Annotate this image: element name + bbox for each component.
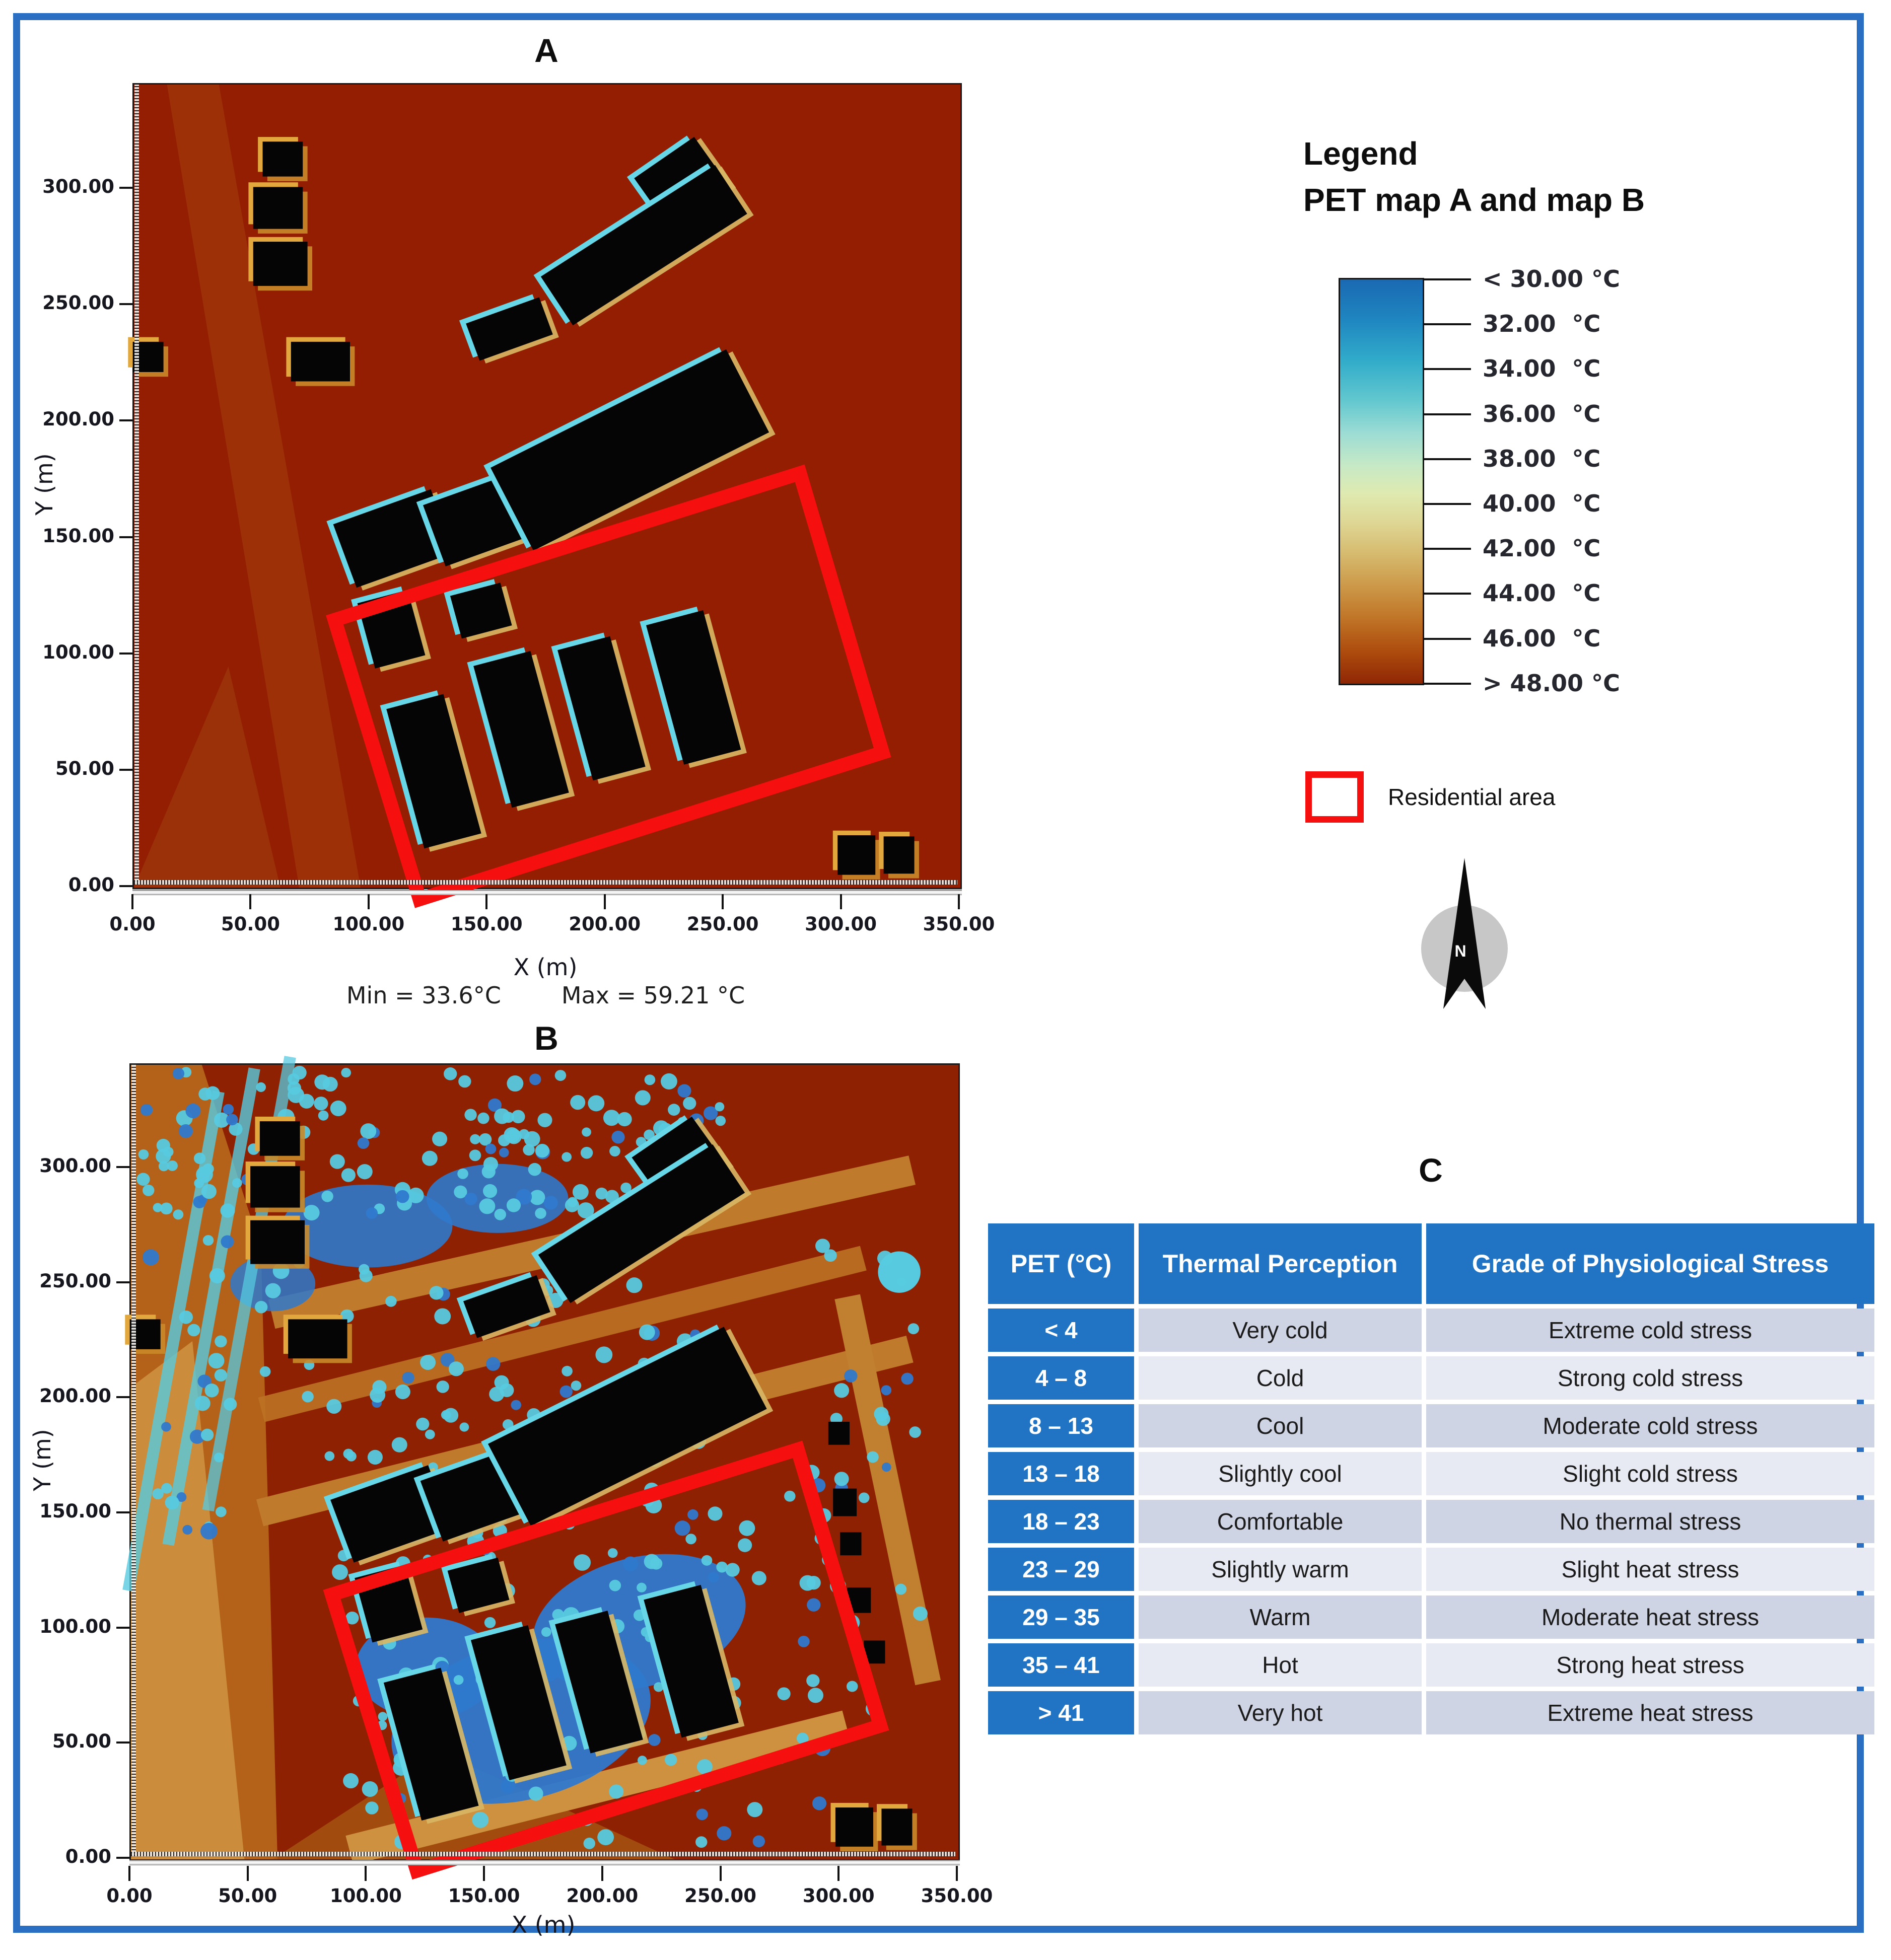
x-tick-mark <box>958 894 960 909</box>
y-tick-label: 250.00 <box>42 292 114 314</box>
x-tick-label: 250.00 <box>686 913 759 935</box>
thermal-perception-cell: Slightly warm <box>1139 1548 1422 1591</box>
pet-range-cell: 18 – 23 <box>988 1500 1134 1543</box>
building-footprint <box>877 1804 917 1850</box>
building-footprint <box>248 182 307 234</box>
y-tick-mark <box>116 1166 129 1168</box>
x-tick-mark <box>131 894 133 909</box>
y-tick-mark <box>116 1857 129 1859</box>
table-header-cell: PET (°C) <box>988 1223 1134 1304</box>
colorbar-tick-mark <box>1423 503 1471 505</box>
x-tick-mark <box>720 1866 722 1881</box>
physiological-stress-cell: Extreme cold stress <box>1426 1309 1874 1352</box>
colorbar-tick-mark <box>1423 458 1471 460</box>
colorbar-tick-label: > 48.00 °C <box>1483 669 1620 697</box>
colorbar-tick-label: 44.00 °C <box>1483 579 1601 607</box>
colorbar-tick-mark <box>1423 368 1471 370</box>
pet-range-cell: > 41 <box>988 1691 1134 1734</box>
colorbar-tick-label: 36.00 °C <box>1483 400 1601 427</box>
y-tick-mark <box>119 303 132 305</box>
x-tick-label: 150.00 <box>450 913 523 935</box>
pet-range-cell: 8 – 13 <box>988 1404 1134 1447</box>
pet-range-cell: < 4 <box>988 1309 1134 1352</box>
colorbar-tick-mark <box>1423 548 1471 550</box>
y-tick-mark <box>119 536 132 538</box>
building-footprint <box>833 831 880 880</box>
physiological-stress-cell: Moderate heat stress <box>1426 1595 1874 1639</box>
y-tick-mark <box>116 1511 129 1513</box>
x-tick-label: 350.00 <box>921 1885 993 1907</box>
map-a-min-value: Min = 33.6°C <box>346 982 501 1009</box>
pet-range-cell: 23 – 29 <box>988 1548 1134 1591</box>
physiological-stress-cell: Extreme heat stress <box>1426 1691 1874 1734</box>
colorbar-tick-mark <box>1423 683 1471 685</box>
y-tick-label: 150.00 <box>42 525 114 547</box>
colorbar-tick-label: 38.00 °C <box>1483 445 1601 472</box>
map-b-axis-bar <box>129 1860 960 1865</box>
y-tick-mark <box>116 1627 129 1629</box>
y-tick-label: 150.00 <box>39 1500 111 1522</box>
colorbar-tick-label: 42.00 °C <box>1483 535 1601 562</box>
y-tick-label: 50.00 <box>52 1730 111 1753</box>
pet-range-cell: 29 – 35 <box>988 1595 1134 1639</box>
building-footprint <box>879 832 919 878</box>
map-a-max-value: Max = 59.21 °C <box>561 982 745 1009</box>
building-footprint <box>248 237 312 291</box>
map-a-axis-bar <box>132 890 962 895</box>
north-arrow-n-label: N <box>1454 942 1466 960</box>
x-tick-label: 100.00 <box>330 1885 402 1907</box>
map-b-minor-ticks-x <box>131 1852 955 1856</box>
map-a-title: A <box>534 32 558 69</box>
thermal-perception-cell: Very cold <box>1139 1309 1422 1352</box>
x-tick-mark <box>368 894 370 909</box>
x-tick-label: 100.00 <box>332 913 405 935</box>
map-a-minmax-annotation <box>132 982 959 1009</box>
x-tick-mark <box>128 1866 130 1881</box>
pet-range-cell: 35 – 41 <box>988 1643 1134 1687</box>
building-footprint <box>255 1117 305 1160</box>
physiological-stress-cell: No thermal stress <box>1426 1500 1874 1543</box>
map-b-minor-ticks-y <box>131 1065 136 1856</box>
x-tick-label: 0.00 <box>109 913 156 935</box>
colorbar-tick-label: 32.00 °C <box>1483 310 1601 338</box>
x-tick-mark <box>249 894 251 909</box>
thermal-perception-cell: Warm <box>1139 1595 1422 1639</box>
y-tick-label: 250.00 <box>39 1270 111 1292</box>
y-tick-mark <box>119 187 132 189</box>
residential-area-label: Residential area <box>1388 784 1556 810</box>
map-a-x-axis-label: X (m) <box>513 954 578 981</box>
map-a-plot <box>132 83 962 889</box>
colorbar-tick-mark <box>1423 323 1471 325</box>
x-tick-label: 150.00 <box>448 1885 520 1907</box>
physiological-stress-cell: Strong heat stress <box>1426 1643 1874 1687</box>
physiological-stress-cell: Moderate cold stress <box>1426 1404 1874 1447</box>
x-tick-label: 50.00 <box>221 913 280 935</box>
x-tick-mark <box>956 1866 958 1881</box>
pet-range-cell: 4 – 8 <box>988 1356 1134 1400</box>
map-b-x-axis-label: X (m) <box>511 1911 576 1938</box>
thermal-perception-cell: Hot <box>1139 1643 1422 1687</box>
table-c-title: C <box>1419 1151 1443 1189</box>
map-a-minor-ticks-x <box>134 880 957 885</box>
map-a-y-axis-label: Y (m) <box>31 453 58 516</box>
y-tick-mark <box>116 1396 129 1398</box>
colorbar-tick-label: 40.00 °C <box>1483 490 1601 517</box>
x-tick-label: 50.00 <box>218 1885 277 1907</box>
colorbar-tick-mark <box>1423 593 1471 595</box>
pet-range-cell: 13 – 18 <box>988 1452 1134 1495</box>
y-tick-label: 50.00 <box>55 757 114 779</box>
legend-subtitle: PET map A and map B <box>1303 182 1645 218</box>
y-tick-mark <box>119 769 132 771</box>
x-tick-mark <box>840 894 842 909</box>
y-tick-label: 200.00 <box>42 408 114 430</box>
physiological-stress-cell: Slight cold stress <box>1426 1452 1874 1495</box>
map-b-y-axis-label: Y (m) <box>29 1429 56 1491</box>
thermal-perception-cell: Cold <box>1139 1356 1422 1400</box>
x-tick-mark <box>837 1866 839 1881</box>
y-tick-mark <box>119 885 132 887</box>
y-tick-label: 300.00 <box>39 1154 111 1177</box>
pet-classification-table <box>988 1223 1873 1734</box>
physiological-stress-cell: Slight heat stress <box>1426 1548 1874 1591</box>
building-footprint <box>284 1315 352 1363</box>
north-arrow-icon <box>1409 856 1520 1022</box>
colorbar-tick-label: 34.00 °C <box>1483 355 1601 383</box>
map-b-plot <box>129 1063 960 1861</box>
thermal-perception-cell: Slightly cool <box>1139 1452 1422 1495</box>
table-header-cell: Thermal Perception <box>1139 1223 1422 1304</box>
x-tick-mark <box>365 1866 367 1881</box>
y-tick-mark <box>119 419 132 421</box>
colorbar-tick-mark <box>1423 638 1471 640</box>
x-tick-mark <box>722 894 724 909</box>
colorbar-tick-label: < 30.00 °C <box>1483 265 1620 293</box>
thermal-perception-cell: Comfortable <box>1139 1500 1422 1543</box>
building-footprint <box>246 1216 310 1269</box>
colorbar <box>1339 278 1424 685</box>
x-tick-label: 200.00 <box>569 913 641 935</box>
y-tick-label: 300.00 <box>42 176 114 198</box>
building-footprint <box>831 1803 878 1851</box>
y-tick-label: 0.00 <box>68 874 114 896</box>
y-tick-mark <box>116 1741 129 1744</box>
y-tick-mark <box>119 652 132 655</box>
x-tick-label: 0.00 <box>106 1885 153 1907</box>
building-footprint <box>246 1162 305 1212</box>
x-tick-mark <box>483 1866 485 1881</box>
colorbar-tick-mark <box>1423 413 1471 415</box>
map-b-title: B <box>534 1020 558 1057</box>
colorbar-tick-label: 46.00 °C <box>1483 624 1601 652</box>
y-tick-label: 100.00 <box>42 641 114 663</box>
physiological-stress-cell: Strong cold stress <box>1426 1356 1874 1400</box>
x-tick-label: 350.00 <box>923 913 995 935</box>
y-tick-mark <box>116 1281 129 1283</box>
building-footprint <box>258 137 307 181</box>
legend-title: Legend <box>1303 135 1418 172</box>
x-tick-label: 300.00 <box>805 913 877 935</box>
thermal-perception-cell: Cool <box>1139 1404 1422 1447</box>
map-a-minor-ticks-y <box>134 85 139 885</box>
y-tick-label: 200.00 <box>39 1385 111 1407</box>
x-tick-label: 200.00 <box>566 1885 639 1907</box>
colorbar-tick-mark <box>1423 278 1471 280</box>
residential-area-swatch <box>1305 771 1364 823</box>
x-tick-mark <box>485 894 487 909</box>
x-tick-mark <box>247 1866 249 1881</box>
x-tick-label: 250.00 <box>684 1885 756 1907</box>
y-tick-label: 0.00 <box>65 1846 111 1867</box>
x-tick-label: 300.00 <box>802 1885 875 1907</box>
x-tick-mark <box>601 1866 603 1881</box>
thermal-perception-cell: Very hot <box>1139 1691 1422 1734</box>
table-header-cell: Grade of Physiological Stress <box>1426 1223 1874 1304</box>
x-tick-mark <box>604 894 606 909</box>
building-footprint <box>286 337 355 386</box>
y-tick-label: 100.00 <box>39 1615 111 1637</box>
